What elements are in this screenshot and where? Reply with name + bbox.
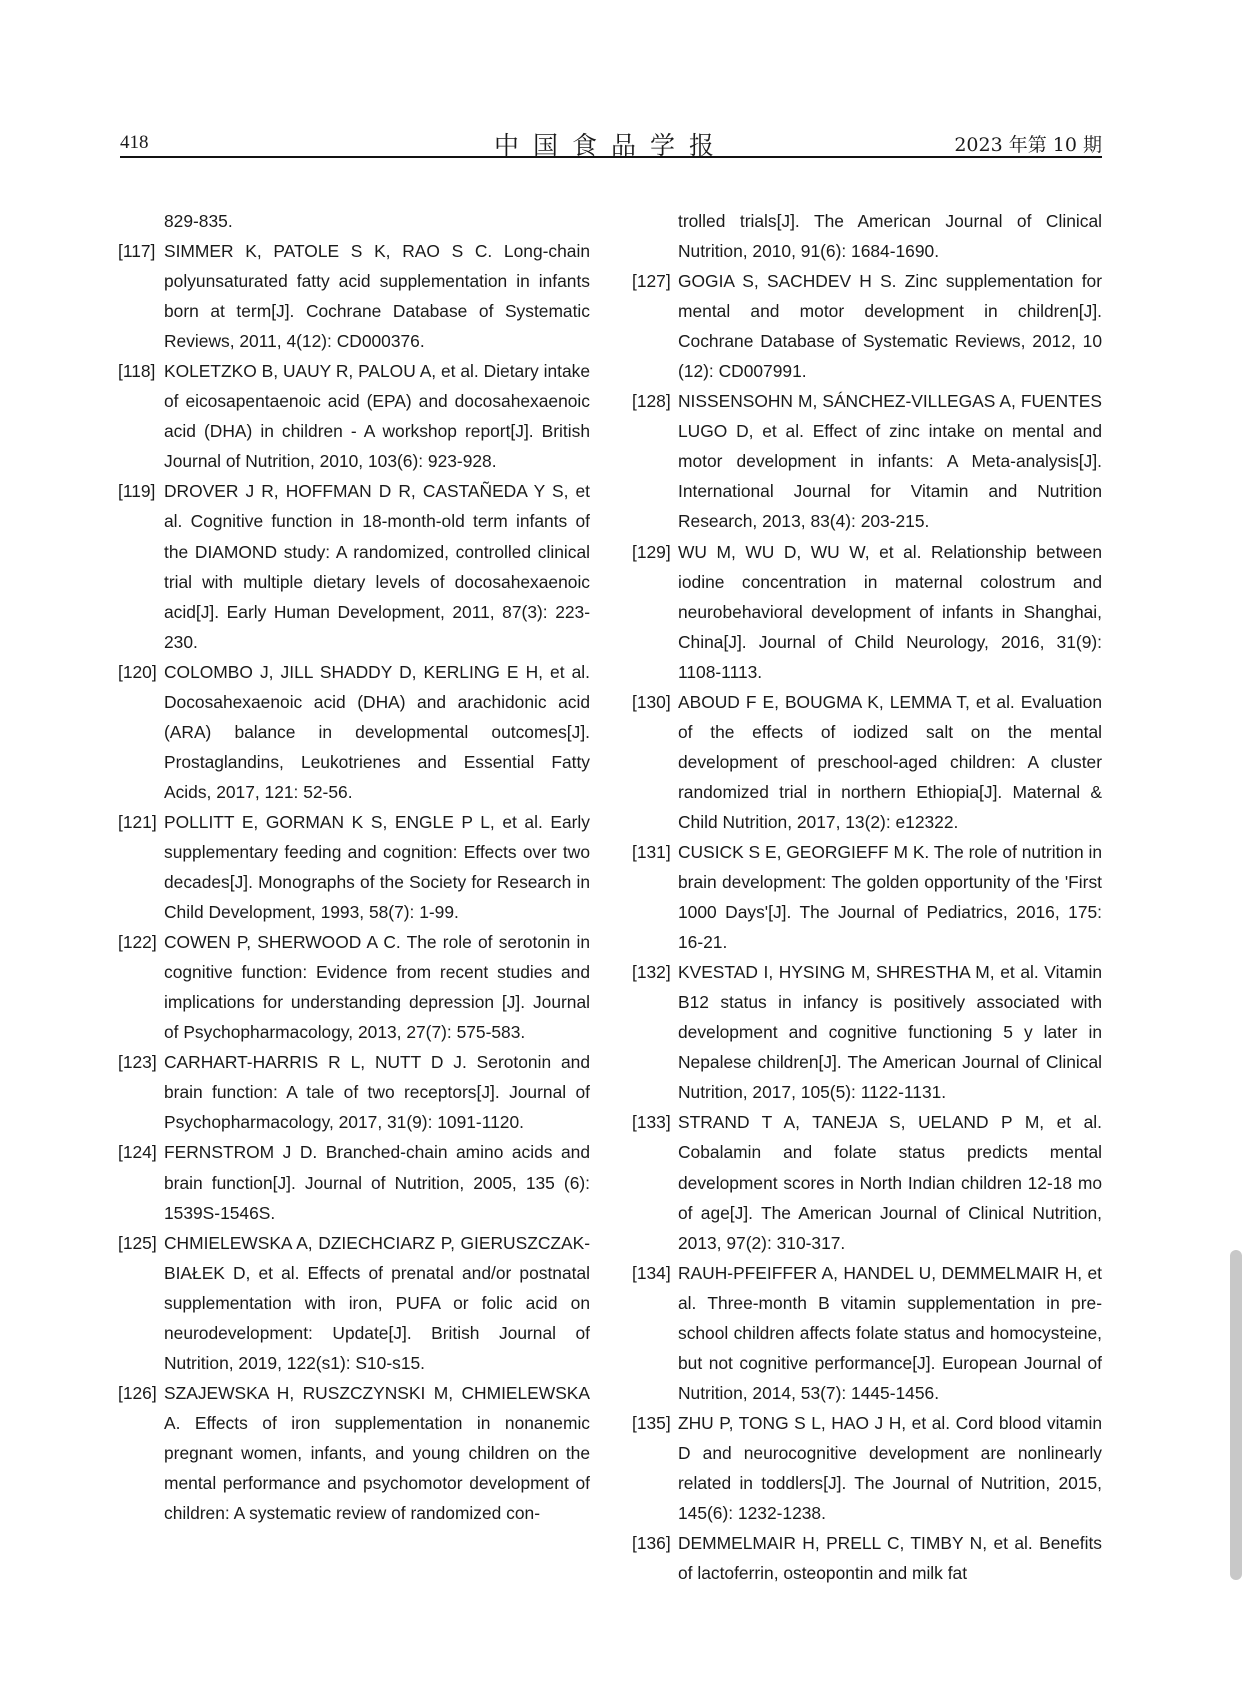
reference-text: WU M, WU D, WU W, et al. Relationship between iodine concentration in maternal colostrum and neurobehavioral development of infants in Shanghai, China[J]. Journal of Child Neurology, 2016, 31(9): 1108-1113. (678, 541, 1102, 682)
reference-text: FERNSTROM J D. Branched-chain amino acids and brain function[J]. Journal of Nutrition, 2005, 135 (6): 1539S-1546S. (164, 1142, 590, 1223)
reference-number: [120] (118, 661, 157, 682)
reference-text: CUSICK S E, GEORGIEFF M K. The role of nutrition in brain development: The golden opportunity of the 'First 1000 Days'[J]. The Journal of Pediatrics, 2016, 175: 16-21. (678, 841, 1102, 953)
reference-number: [125] (118, 1232, 157, 1253)
reference-number: [121] (118, 811, 157, 832)
reference-number: [124] (118, 1142, 157, 1163)
reference-entry (632, 957, 1102, 1107)
reference-text: SZAJEWSKA H, RUSZCZYNSKI M, CHMIELEWSKA A. Effects of iron supplementation in nonanemic pregnant women, infants, and young children on the mental performance and psychomotor development of children: A systematic review of randomized con- (164, 1382, 590, 1524)
reference-entry (118, 807, 590, 927)
reference-entry (118, 236, 590, 356)
reference-number: [134] (632, 1262, 671, 1283)
reference-number: [117] (118, 241, 156, 262)
reference-text: ABOUD F E, BOUGMA K, LEMMA T, et al. Evaluation of the effects of iodized salt on the mental development of preschool-aged children: A cluster randomized trial in northern Ethiopia[J]. Maternal & Child Nutrition, 2017, 13(2): e12322. (678, 691, 1102, 832)
right-column (632, 206, 1102, 1588)
reference-entry (632, 1528, 1102, 1588)
reference-text: CARHART-HARRIS R L, NUTT D J. Serotonin and brain function: A tale of two receptors[J]. Journal of Psychopharmacology, 2017, 31(9): 1091-1120. (164, 1052, 590, 1133)
reference-entry (118, 476, 590, 656)
reference-text: COWEN P, SHERWOOD A C. The role of serotonin in cognitive function: Evidence from recent studies and implications for understanding depression [J]. Journal of Psychopharmacology, 2013, 27(7): 575-583. (164, 932, 590, 1043)
issue-label: 2023 年第 10 期 (954, 134, 1102, 156)
reference-number: [136] (632, 1533, 671, 1554)
reference-entry (118, 657, 590, 807)
reference-entry (118, 927, 590, 1047)
reference-text: POLLITT E, GORMAN K S, ENGLE P L, et al. Early supplementary feeding and cognition: Effects over two decades[J]. Monographs of the Society for Research in Child Development, 1993, 58(7): 1-99. (164, 811, 590, 923)
reference-entry (632, 1258, 1102, 1408)
reference-text: DROVER J R, HOFFMAN D R, CASTAÑEDA Y S, et al. Cognitive function in 18-month-old term infants of the DIAMOND study: A randomized, controlled clinical trial with multiple dietary levels of docosahexaenoic acid[J]. Early Human Development, 2011, 87(3): 223-230. (164, 481, 590, 652)
reference-entry (118, 356, 590, 476)
reference-number: [126] (118, 1382, 157, 1403)
reference-entry (632, 687, 1102, 837)
reference-text: ZHU P, TONG S L, HAO J H, et al. Cord blood vitamin D and neurocognitive development are nonlinearly related in toddlers[J]. The Journal of Nutrition, 2015, 145(6): 1232-1238. (678, 1412, 1102, 1524)
reference-entry (632, 1408, 1102, 1528)
reference-number: [129] (632, 541, 671, 562)
reference-number: [133] (632, 1112, 671, 1133)
right-reference-list (632, 266, 1102, 1588)
reference-entry (118, 1378, 590, 1528)
reference-text: NISSENSOHN M, SÁNCHEZ-VILLEGAS A, FUENTES LUGO D, et al. Effect of zinc intake on mental and motor development in infants: A Meta-analysis[J]. International Journal for Vitamin and Nutrition Research, 2013, 83(4): 203-215. (678, 391, 1102, 532)
reference-number: [118] (118, 361, 156, 382)
reference-number: [119] (118, 481, 156, 502)
reference-text: STRAND T A, TANEJA S, UELAND P M, et al. Cobalamin and folate status predicts mental development scores in North Indian children 12-18 mo of age[J]. The American Journal of Clinical Nutrition, 2013, 97(2): 310-317. (678, 1112, 1102, 1253)
reference-entry (118, 1137, 590, 1227)
left-reference-list (118, 236, 590, 1528)
reference-number: [132] (632, 962, 671, 983)
reference-number: [122] (118, 932, 157, 953)
page-number: 418 (120, 132, 149, 153)
reference-text: COLOMBO J, JILL SHADDY D, KERLING E H, et al. Docosahexaenoic acid (DHA) and arachidonic acid (ARA) balance in developmental outcomes[J]. Prostaglandins, Leukotrienes and Essential Fatty Acids, 2017, 121: 52-56. (164, 661, 590, 802)
reference-number: [135] (632, 1412, 671, 1433)
journal-title: 中国食品学报 (493, 131, 728, 160)
reference-entry (632, 266, 1102, 386)
left-column (118, 206, 590, 1528)
reference-text: GOGIA S, SACHDEV H S. Zinc supplementation for mental and motor development in children[J]. Cochrane Database of Systematic Reviews, 2012, 10 (12): CD007991. (678, 271, 1102, 382)
page-header (120, 126, 1102, 158)
scrollbar-thumb[interactable] (1230, 1250, 1242, 1580)
reference-entry (632, 1107, 1102, 1257)
reference-text: DEMMELMAIR H, PRELL C, TIMBY N, et al. Benefits of lactoferrin, osteopontin and milk fat (678, 1533, 1102, 1584)
reference-text: SIMMER K, PATOLE S K, RAO S C. Long-chain polyunsaturated fatty acid supplementation in infants born at term[J]. Cochrane Database of Systematic Reviews, 2011, 4(12): CD000376. (164, 241, 590, 352)
reference-entry (632, 386, 1102, 536)
reference-entry (632, 837, 1102, 957)
reference-number: [131] (632, 841, 671, 862)
reference-text: RAUH-PFEIFFER A, HANDEL U, DEMMELMAIR H, et al. Three-month B vitamin supplementation in pre-school children affects folate status and homocysteine, but not cognitive performance[J]. European Journal of Nutrition, 2014, 53(7): 1445-1456. (678, 1262, 1102, 1403)
continued-reference-text: 829-835. (164, 211, 233, 231)
continued-reference-text: trolled trials[J]. The American Journal of Clinical Nutrition, 2010, 91(6): 1684-1690. (678, 211, 1102, 262)
reference-number: [130] (632, 691, 671, 712)
reference-entry (118, 1047, 590, 1137)
reference-number: [123] (118, 1052, 157, 1073)
reference-number: [128] (632, 391, 671, 412)
reference-number: [127] (632, 271, 671, 292)
reference-entry (118, 1228, 590, 1378)
reference-text: CHMIELEWSKA A, DZIECHCIARZ P, GIERUSZCZAK-BIAŁEK D, et al. Effects of prenatal and/or postnatal supplementation with iron, PUFA or folic acid on neurodevelopment: Update[J]. British Journal of Nutrition, 2019, 122(s1): S10-s15. (164, 1232, 590, 1373)
header-rule (120, 156, 1102, 158)
reference-entry (632, 537, 1102, 687)
reference-text: KVESTAD I, HYSING M, SHRESTHA M, et al. Vitamin B12 status in infancy is positively associated with development and cognitive functioning 5 y later in Nepalese children[J]. The American Journal of Clinical Nutrition, 2017, 105(5): 1122-1131. (678, 962, 1102, 1103)
reference-text: KOLETZKO B, UAUY R, PALOU A, et al. Dietary intake of eicosapentaenoic acid (EPA) and docosahexaenoic acid (DHA) in children - A workshop report[J]. British Journal of Nutrition, 2010, 103(6): 923-928. (164, 361, 590, 472)
